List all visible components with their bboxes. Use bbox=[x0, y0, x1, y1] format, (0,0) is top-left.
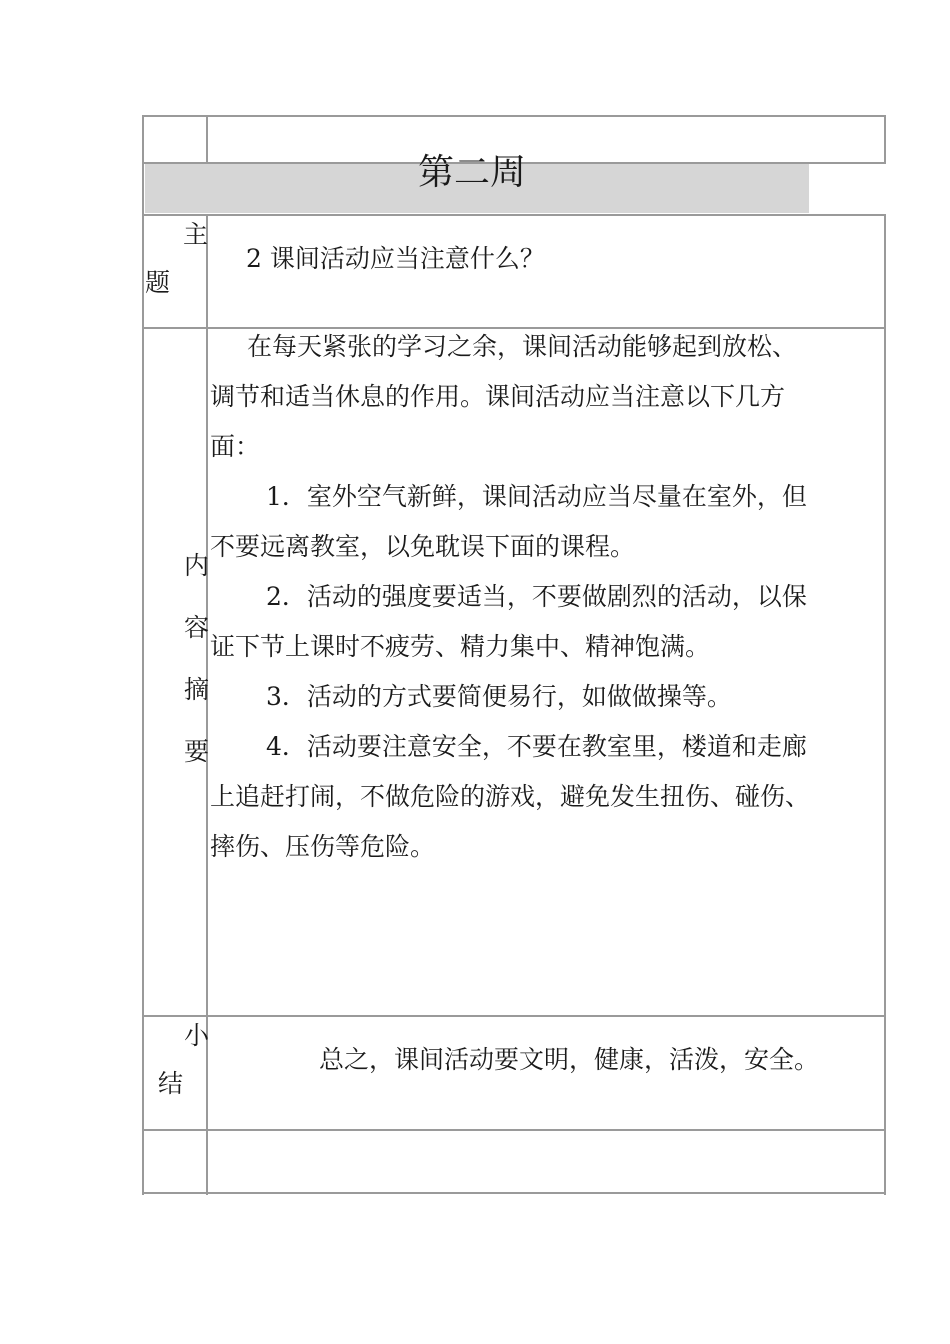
theme-text: 2 课间活动应当注意什么？ bbox=[246, 244, 545, 273]
table-border-top bbox=[142, 115, 886, 117]
summary-line: 1．室外空气新鲜，课间活动应当尽量在室外，但 bbox=[266, 482, 807, 511]
theme-label-char: 题 bbox=[145, 268, 171, 297]
summary-line: 在每天紧张的学习之余，课间活动能够起到放松、 bbox=[247, 332, 798, 361]
summary-line: 2．活动的强度要适当，不要做剧烈的活动，以保 bbox=[266, 582, 807, 611]
summary-line: 上追赶打闹，不做危险的游戏，避免发生扭伤、碰伤、 bbox=[210, 782, 811, 811]
summary-line: 不要远离教室，以免耽误下面的课程。 bbox=[210, 532, 636, 561]
theme-label-char: 主 bbox=[183, 220, 209, 249]
summary-line: 4．活动要注意安全，不要在教室里，楼道和走廊 bbox=[266, 732, 807, 761]
summary-line: 调节和适当休息的作用。课间活动应当注意以下几方 bbox=[210, 382, 786, 411]
conclusion-label-char: 小 bbox=[184, 1021, 210, 1050]
table-row-line bbox=[142, 1015, 886, 1017]
summary-label-char: 内 bbox=[184, 551, 210, 580]
conclusion-text: 总之，课间活动要文明，健康，活泼，安全。 bbox=[319, 1045, 820, 1074]
table-border-bottom bbox=[142, 1192, 886, 1194]
table-border-right bbox=[884, 115, 886, 164]
table-divider-column bbox=[206, 115, 208, 164]
table-row-line bbox=[142, 214, 886, 216]
summary-label-char: 摘 bbox=[184, 675, 210, 704]
summary-line: 面： bbox=[210, 432, 261, 461]
summary-line: 3．活动的方式要简便易行，如做做操等。 bbox=[266, 682, 732, 711]
table-border-right bbox=[884, 214, 886, 1195]
conclusion-label-char: 结 bbox=[158, 1069, 184, 1098]
summary-line: 摔伤、压伤等危险。 bbox=[210, 832, 436, 861]
table-border-left bbox=[142, 115, 144, 1195]
summary-line: 证下节上课时不疲劳、精力集中、精神饱满。 bbox=[210, 632, 711, 661]
summary-label-char: 要 bbox=[184, 737, 210, 766]
table-row-line bbox=[142, 327, 886, 329]
table-row-line bbox=[142, 1129, 886, 1131]
summary-label-char: 容 bbox=[184, 613, 210, 642]
week-title: 第二周 bbox=[418, 152, 527, 193]
